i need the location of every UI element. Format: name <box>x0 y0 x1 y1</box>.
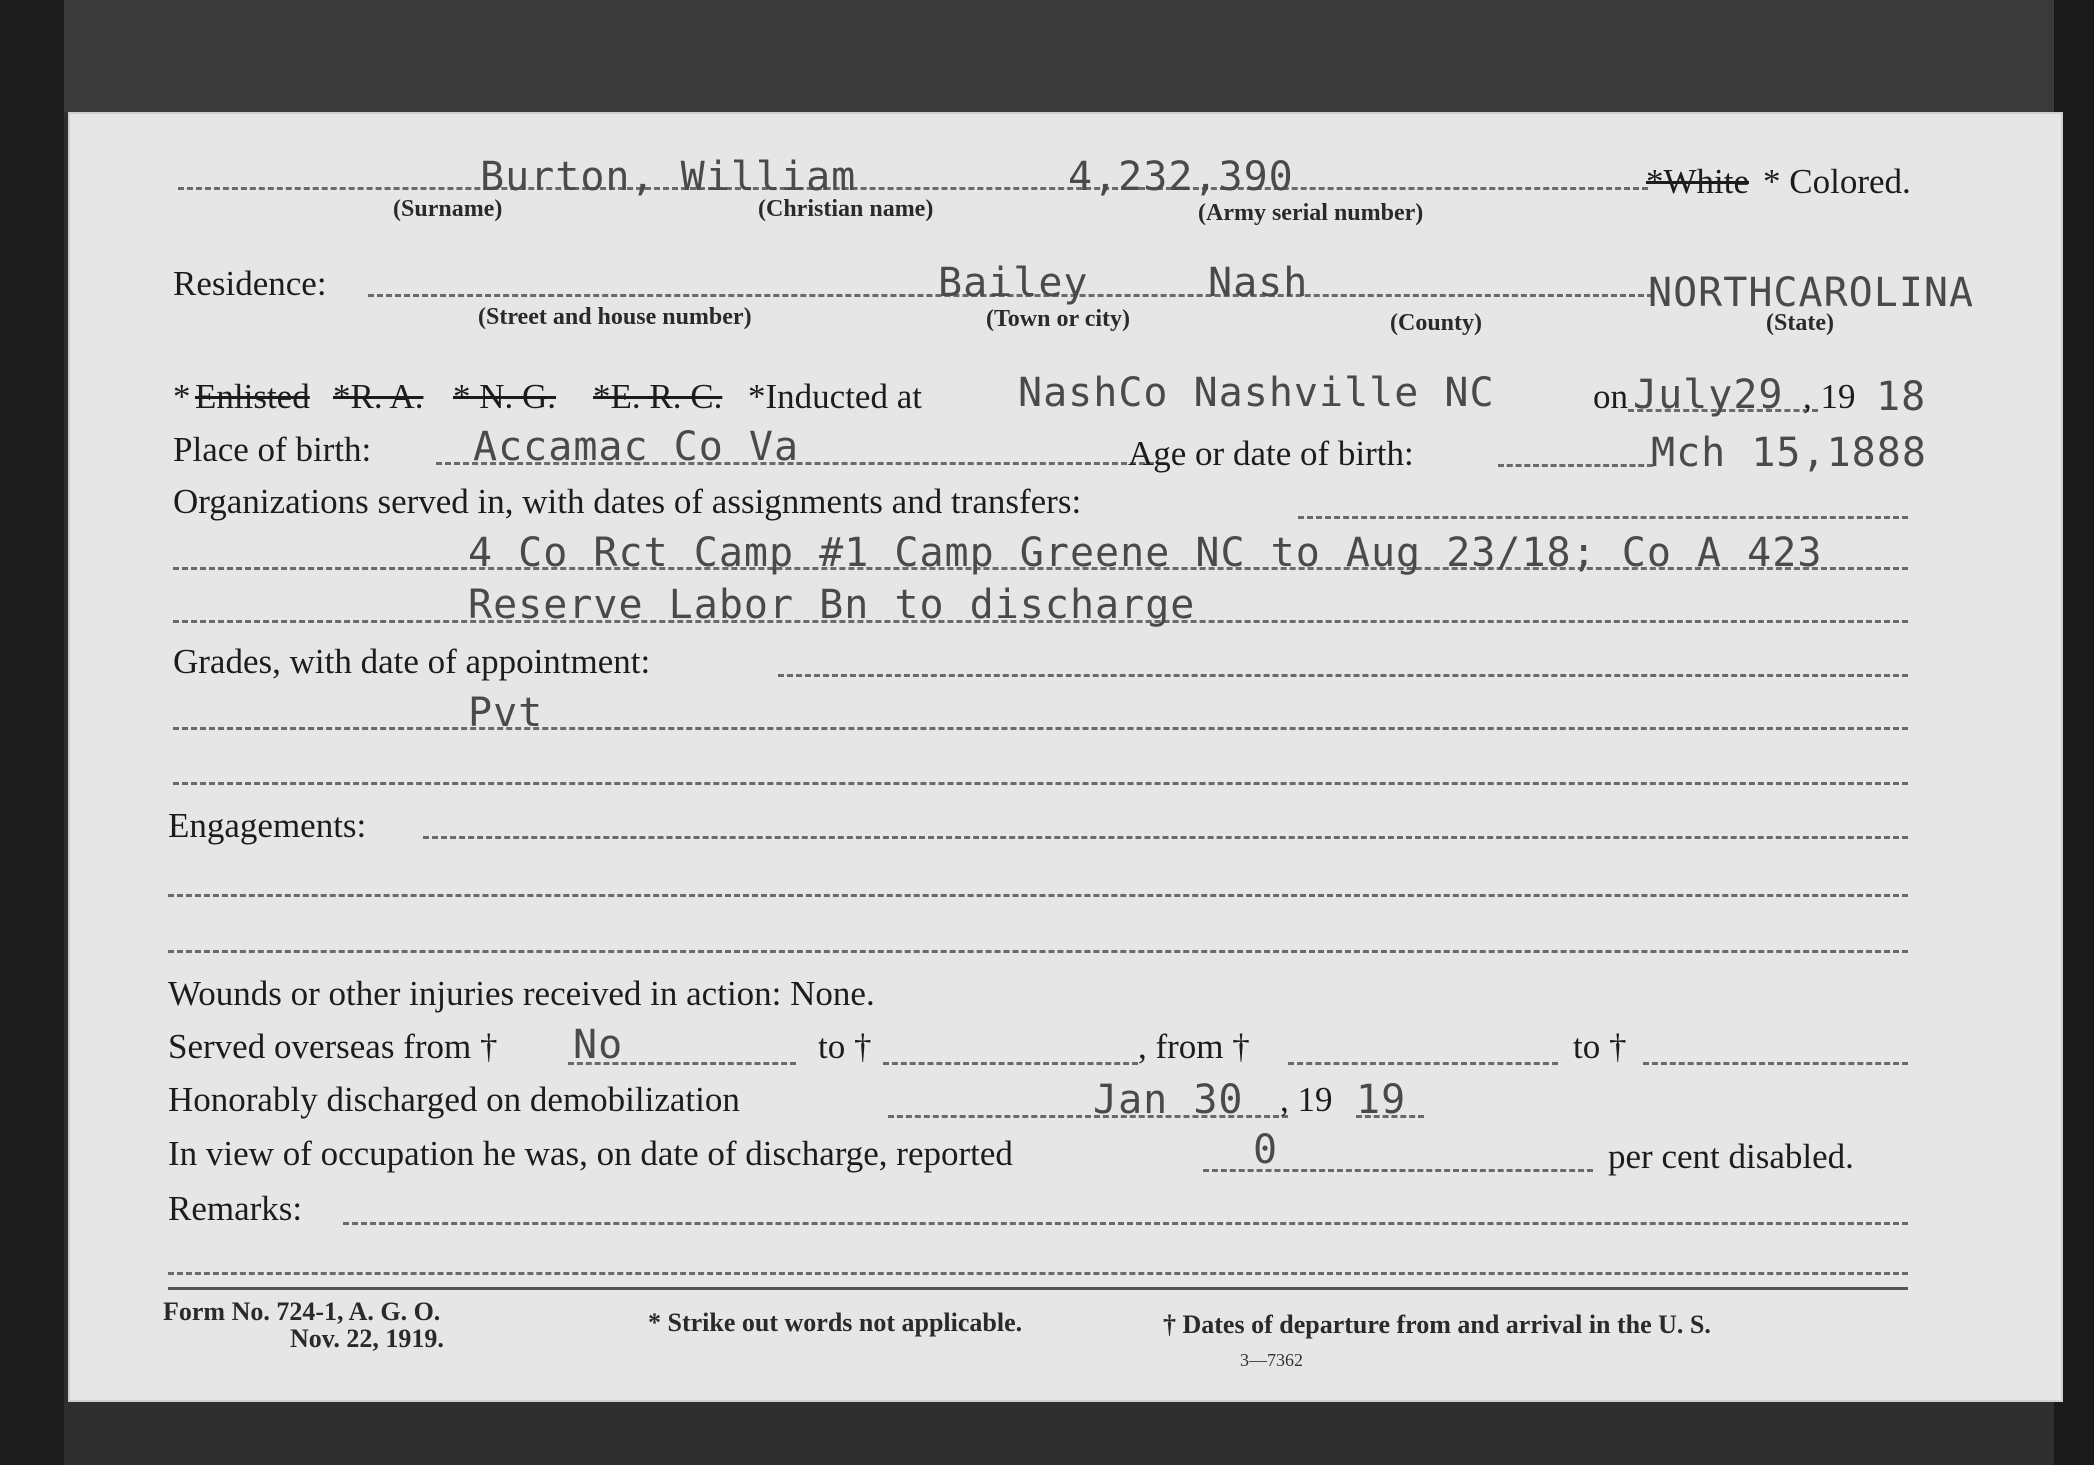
discharge-year-prefix: , 19 <box>1280 1080 1333 1119</box>
name-line <box>178 187 1648 190</box>
serial-label: (Army serial number) <box>1198 200 1424 226</box>
race-colored: * Colored. <box>1763 162 1911 201</box>
service-record-card <box>68 112 2063 1402</box>
enlisted-struck: Enlisted <box>195 377 310 416</box>
overseas-from2-label: , from † <box>1138 1027 1250 1066</box>
birth-place-value: Accamac Co Va <box>473 424 800 470</box>
engagements-line-2 <box>168 950 1908 953</box>
age-label: Age or date of birth: <box>1128 434 1414 473</box>
town-value: Bailey <box>938 260 1089 306</box>
grades-line-0 <box>778 674 1908 677</box>
grades-label: Grades, with date of appointment: <box>173 642 651 681</box>
town-label: (Town or city) <box>986 306 1130 332</box>
erc-struck: *E. R. C. <box>593 377 723 416</box>
engagements-label: Engagements: <box>168 806 367 845</box>
age-value: Mch 15,1888 <box>1651 430 1927 476</box>
disability-label: In view of occupation he was, on date of discharge, reported <box>168 1134 1013 1173</box>
organizations-label: Organizations served in, with dates of assignments and transfers: <box>173 482 1082 521</box>
organizations-line1-value: 4 Co Rct Camp #1 Camp Greene NC to Aug 23/18; Co A 423 <box>468 530 1823 576</box>
birth-place-label: Place of birth: <box>173 430 372 469</box>
county-label: (County) <box>1390 310 1483 336</box>
overseas-from1-value: No <box>573 1022 624 1068</box>
disability-suffix: per cent disabled. <box>1608 1137 1854 1176</box>
overseas-to1-line <box>883 1062 1138 1065</box>
enlistment-star: * <box>173 377 191 416</box>
overseas-label: Served overseas from † <box>168 1027 498 1066</box>
surname-label: (Surname) <box>393 196 503 222</box>
organizations-line2-value: Reserve Labor Bn to discharge <box>468 582 1196 628</box>
form-number: Form No. 724-1, A. G. O. <box>163 1297 441 1326</box>
scanner-background <box>0 0 2094 112</box>
remarks-label: Remarks: <box>168 1189 303 1228</box>
induction-year-value: 18 <box>1876 374 1927 420</box>
discharge-date-value: Jan 30 <box>1093 1077 1244 1123</box>
induction-place-value: NashCo Nashville NC <box>1018 370 1495 416</box>
induction-date-value: July29 <box>1633 372 1784 418</box>
age-line <box>1498 464 1653 467</box>
scan-edge-left <box>0 0 64 1465</box>
ng-struck: * N. G. <box>453 377 557 416</box>
strike-note: * Strike out words not applicable. <box>648 1308 1023 1337</box>
remarks-line-0 <box>343 1222 1908 1225</box>
ra-struck: *R. A. <box>333 377 424 416</box>
form-date: Nov. 22, 1919. <box>290 1324 444 1353</box>
street-label: (Street and house number) <box>478 304 752 330</box>
remarks-line-1 <box>168 1272 1908 1275</box>
wounds-label: Wounds or other injuries received in action: None. <box>168 974 875 1013</box>
residence-label: Residence: <box>173 264 327 303</box>
christian-name-label: (Christian name) <box>758 196 934 222</box>
race-white-struck: *White <box>1646 162 1750 201</box>
disability-value: 0 <box>1253 1127 1279 1173</box>
discharge-year-value: 19 <box>1356 1077 1407 1123</box>
grades-value: Pvt <box>468 690 544 736</box>
serial-value: 4,232,390 <box>1068 154 1294 200</box>
overseas-to1-label: to † <box>818 1027 872 1066</box>
inducted-label: *Inducted at <box>748 377 922 416</box>
engagements-line-0 <box>423 836 1908 839</box>
county-value: Nash <box>1208 260 1309 306</box>
dagger-note: † Dates of departure from and arrival in the U. S. <box>1163 1310 1711 1339</box>
state-value: NORTHCAROLINA <box>1648 270 1975 316</box>
discharge-label: Honorably discharged on demobilization <box>168 1080 740 1119</box>
on-label: on <box>1593 377 1628 416</box>
engagements-line-1 <box>168 894 1908 897</box>
name-value: Burton, William <box>480 154 857 200</box>
induction-year-prefix: , 19 <box>1803 377 1856 416</box>
overseas-to2-label: to † <box>1573 1027 1627 1066</box>
grades-line-1 <box>173 727 1908 730</box>
grades-line-2 <box>173 782 1908 785</box>
overseas-from2-line <box>1288 1062 1558 1065</box>
print-code: 3—7362 <box>1240 1350 1303 1370</box>
footer-rule <box>168 1287 1908 1290</box>
organizations-line-0 <box>1298 516 1908 519</box>
state-label: (State) <box>1766 310 1834 336</box>
overseas-to2-line <box>1643 1062 1908 1065</box>
